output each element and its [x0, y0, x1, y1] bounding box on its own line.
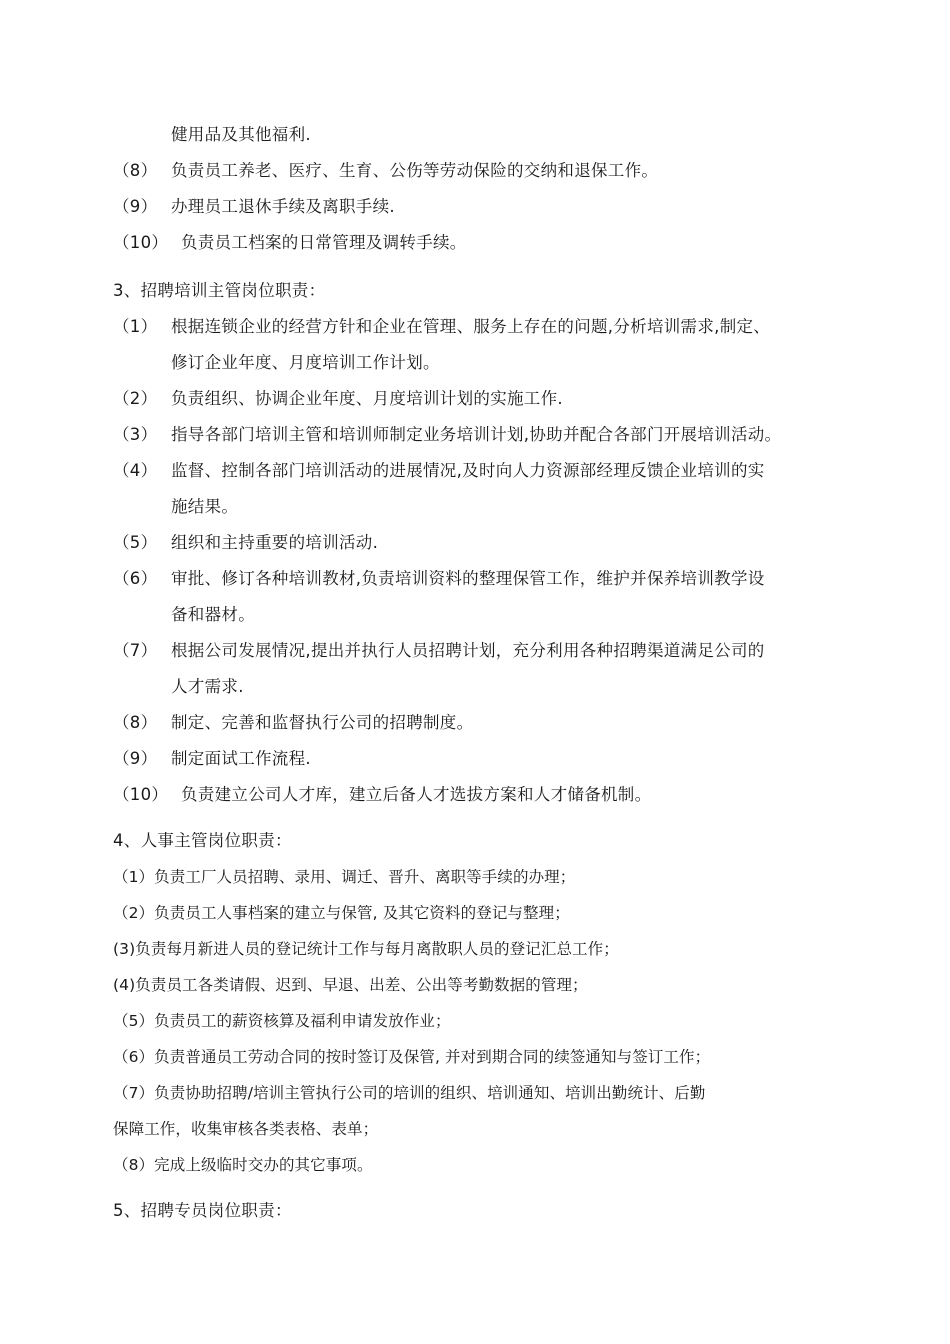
list-item-number: （9）: [113, 197, 158, 216]
list-item: （5）负责员工的薪资核算及福利申请发放作业；: [113, 1012, 451, 1030]
list-item-number: （8）: [113, 161, 158, 180]
list-item-text-cont: 人才需求.: [171, 677, 244, 696]
list-item-text: 负责员工养老、医疗、生育、公伤等劳动保险的交纳和退保工作。: [171, 161, 659, 180]
list-item-text: 指导各部门培训主管和培训师制定业务培训计划,协助并配合各部门开展培训活动。: [171, 425, 782, 444]
list-item: （1）负责工厂人员招聘、录用、调迁、晋升、离职等手续的办理；: [113, 868, 576, 886]
list-item-text: 负责组织、协调企业年度、月度培训计划的实施工作.: [171, 389, 563, 408]
list-item-number: （8）: [113, 713, 158, 732]
list-item-number: （5）: [113, 533, 158, 552]
list-item: （8）完成上级临时交办的其它事项。: [113, 1156, 373, 1174]
section-heading: 5、招聘专员岗位职责：: [113, 1201, 292, 1220]
list-item-number: （10）: [113, 233, 169, 252]
section-heading: 4、人事主管岗位职责：: [113, 831, 292, 850]
list-item-number: （9）: [113, 749, 158, 768]
list-item-number: （1）: [113, 317, 158, 336]
list-item-text: 负责建立公司人才库，建立后备人才选拔方案和人才储备机制。: [181, 785, 652, 804]
list-item-text: 负责员工档案的日常管理及调转手续。: [181, 233, 467, 252]
list-item-text-cont: 修订企业年度、月度培训工作计划。: [171, 353, 440, 372]
list-item-cont: 保障工作，收集审核各类表格、表单；: [113, 1120, 379, 1138]
list-item-number: （2）: [113, 389, 158, 408]
list-item-text: 审批、修订各种培训教材,负责培训资料的整理保管工作，维护并保养培训教学设: [171, 569, 765, 588]
list-item-number: （4）: [113, 461, 158, 480]
list-item-text-cont: 施结果。: [171, 497, 239, 516]
list-item-number: （3）: [113, 425, 158, 444]
list-item: （2）负责员工人事档案的建立与保管, 及其它资料的登记与整理；: [113, 904, 570, 922]
list-item-text: 根据连锁企业的经营方针和企业在管理、服务上存在的问题,分析培训需求,制定、: [171, 317, 771, 336]
list-item-text: 制定、完善和监督执行公司的招聘制度。: [171, 713, 474, 732]
list-item-text: 监督、控制各部门培训活动的进展情况,及时向人力资源部经理反馈企业培训的实: [171, 461, 765, 480]
section-heading: 3、招聘培训主管岗位职责：: [113, 281, 326, 300]
continuation-text: 健用品及其他福利.: [171, 125, 311, 144]
list-item: (3)负责每月新进人员的登记统计工作与每月离散职人员的登记汇总工作；: [113, 940, 619, 958]
list-item-number: （6）: [113, 569, 158, 588]
list-item: (4)负责员工各类请假、迟到、早退、出差、公出等考勤数据的管理；: [113, 976, 588, 994]
list-item-text-cont: 备和器材。: [171, 605, 255, 624]
list-item-text: 办理员工退休手续及离职手续.: [171, 197, 395, 216]
list-item-number: （7）: [113, 641, 158, 660]
list-item-text: 组织和主持重要的培训活动.: [171, 533, 379, 552]
list-item-number: （10）: [113, 785, 169, 804]
list-item: （7）负责协助招聘/培训主管执行公司的培训的组织、培训通知、培训出勤统计、后勤: [113, 1084, 706, 1102]
list-item-text: 制定面试工作流程.: [171, 749, 311, 768]
list-item-text: 根据公司发展情况,提出并执行人员招聘计划，充分利用各种招聘渠道满足公司的: [171, 641, 765, 660]
list-item: （6）负责普通员工劳动合同的按时签订及保管, 并对到期合同的续签通知与签订工作；: [113, 1048, 711, 1066]
